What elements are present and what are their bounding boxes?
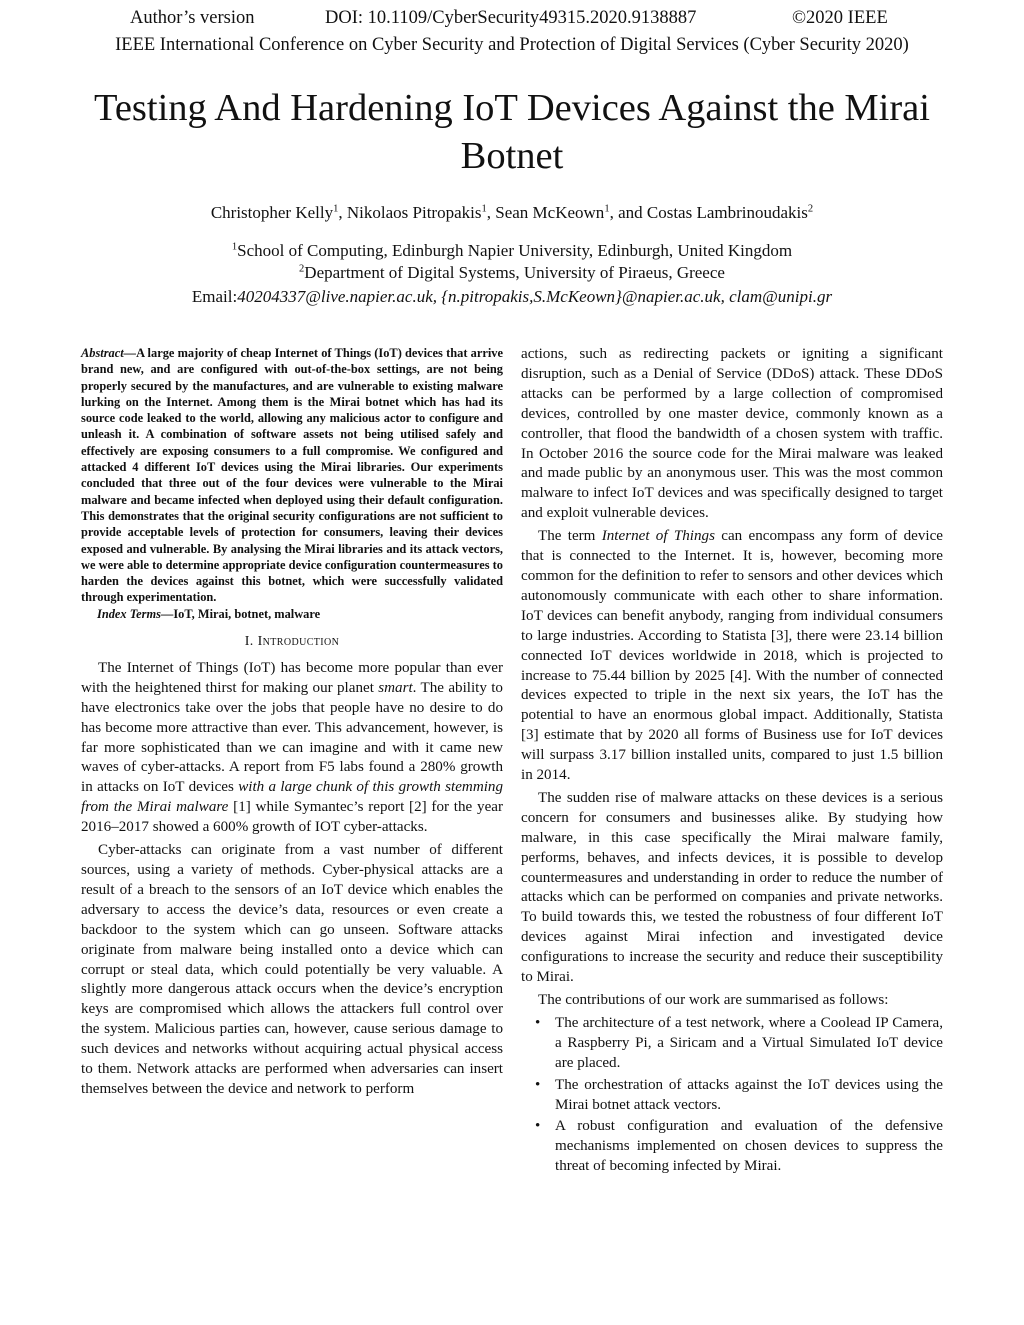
- email-line: [0, 286, 1024, 308]
- right-column: [521, 345, 943, 1179]
- section-heading: [81, 632, 503, 652]
- conference-name: IEEE International Conference on Cyber Security and Protection of Digital Services (Cyber Security 2020): [115, 35, 909, 55]
- author-affil-mark: 1: [481, 203, 487, 215]
- intro-paragraph-5: The sudden rise of malware attacks on these devices is a serious concern for consumers and businesses alike. By studying how malware, in this case specifically the Mirai malware family, performs, behaves, and infects devices, it is possible to develop countermeasures and understanding in order to reduce the number of attacks which can be performed on companies and private networks. To build towards this, we tested the robustness of four different IoT devices against Mirai infection and investigated device configurations to increase the security and reduce their susceptibility to Mirai.: [521, 789, 943, 986]
- abstract-lead: Abstract—: [81, 346, 137, 360]
- author-separator: , and: [609, 203, 647, 222]
- contributions-list: [521, 1014, 943, 1177]
- index-terms-lead: Index Terms: [97, 606, 161, 621]
- left-column: [81, 345, 503, 1103]
- text-run: [1] while Symantec’s report [2] for the year 2016–2017 showed a 600% growth of IOT cyber-attacks.: [81, 799, 503, 836]
- copyright-label: ©2020 IEEE: [792, 8, 888, 28]
- affiliation-mark: 2: [299, 263, 305, 275]
- paper-title: Testing And Hardening IoT Devices Against the Mirai Botnet: [94, 87, 930, 177]
- abstract-text: A large majority of cheap Internet of Things (IoT) devices that arrive brand new, and are configured with out-of-the-box settings, are not being properly secured by the manufactures, and are vulnerable to existing malware lurking on the Internet. Among them is the Mirai botnet which has had its source code leaked to the world, allowing any malicious actor to configure and unleash it. A combination of software assets not being utilised safely and effectively are exposing consumers to a full compromise. We configured and attacked 4 different IoT devices using the Mirai libraries. Our experiments concluded that three out of the four devices were vulnerable to the Mirai malware and became infected when deployed using their default configuration. This demonstrates that the original security configurations are not sufficient to provide acceptable levels of protection for consumers, leaving their devices exposed and vulnerable. By analysing the Mirai libraries and its attack vectors, we were able to determine appropriate device configuration countermeasures to harden the devices against this botnet, which were successfully validated through experimentation.: [81, 346, 503, 605]
- intro-paragraph-2: Cyber-attacks can originate from a vast number of different sources, using a variety of methods. Cyber-physical attacks are a result of a breach to the sensors of an IoT device which enables the adversary to access the device’s data, resources or even create a backdoor to the system which can go unseen. Software attacks originate from malware being installed onto a device which can corrupt or steal data, which could potentially be very valuable. A slightly more dangerous attack occurs when the device’s encryption keys are compromised which allows the attackers full control over the system. Malicious parties can, however, cause serious damage to such devices and networks without acquiring actual physical access to them. Network attacks are performed when adversaries can insert themselves between the device and network to perform: [81, 842, 503, 1097]
- intro-paragraph-1: [81, 659, 503, 838]
- emphasis-run: Internet of Things: [601, 528, 715, 545]
- author-name: Nikolaos Pitropakis: [346, 203, 482, 222]
- list-item: • The orchestration of attacks against the IoT devices using the Mirai botnet attack vectors.: [521, 1076, 943, 1116]
- author-name: Christopher Kelly: [210, 203, 334, 222]
- author-list: [0, 201, 1024, 225]
- text-run: can encompass any form of device that is connected to the Internet. It is, however, becoming more common for the definition to refer to sensors and other devices which autonomously communicate with each other to share information. IoT devices can benefit anybody, ranging from individual consumers to large industries. According to Statista [3], there were 23.14 billion connected IoT devices worldwide in 2018, which is projected to increase to 75.44 billion by 2025 [4]. With the number of connected devices expected to triple in the next six years, the IoT has the potential to have an enormous global impact. Additionally, Statista [3] estimate that by 2020 all forms of Business use for IoT devices will surpass 3.17 billion installed units, compared to just 1.5 billion in 2014.: [521, 528, 943, 784]
- author-name: Costas Lambrinoudakis: [646, 203, 808, 222]
- contributions-intro: The contributions of our work are summarised as follows:: [538, 992, 889, 1008]
- author-separator: ,: [486, 203, 496, 222]
- affiliation-2: [0, 262, 1024, 284]
- affiliation-text: Department of Digital Systems, University of Piraeus, Greece: [304, 263, 725, 282]
- intro-paragraph-3: actions, such as redirecting packets or igniting a significant disruption, such as a Denial of Service (DDoS) attack. These DDoS attacks can be performed by a large collection of compromised devices, controlled by one master device, commonly known as a controller, that flood the bandwidth of a chosen system with traffic. In October 2016 the source code for the Mirai malware was leaked and made public by an anonymous user. This was the most common malware to infect IoT devices and was specifically designed to target and exploit vulnerable devices.: [521, 346, 943, 522]
- affiliation-text: School of Computing, Edinburgh Napier University, Edinburgh, United Kingdom: [237, 241, 793, 260]
- emphasis-run: smart: [378, 679, 413, 696]
- emphasis-run: with a large chunk of this growth stemming from the Mirai malware: [81, 779, 504, 816]
- index-terms: [81, 606, 503, 622]
- index-terms-text: —IoT, Mirai, botnet, malware: [160, 606, 321, 621]
- text-run: . The ability to have electronics take over the jobs that people have no desire to do has become more attractive than ever. This advancement, however, is far more sophisticated than we can imagine and with it came new waves of cyber-attacks. A report from F5 labs found a 280% growth in attacks on IoT devices: [81, 679, 503, 796]
- doi-label: DOI: 10.1109/CyberSecurity49315.2020.9138887: [325, 8, 697, 28]
- abstract: [81, 345, 503, 606]
- email-label: Email:: [191, 287, 238, 306]
- section-title: Introduction: [257, 634, 340, 650]
- author-version-label: Author’s version: [130, 8, 255, 28]
- list-item: • A robust configuration and evaluation of the defensive mechanisms implemented on chosen devices to suppress the threat of becoming infected by Mirai.: [521, 1117, 943, 1177]
- author-affil-mark: 2: [807, 203, 814, 215]
- author-affil-mark: 1: [604, 203, 610, 215]
- email-addresses: 40204337@live.napier.ac.uk, {n.pitropakis,S.McKeown}@napier.ac.uk, clam@unipi.gr: [237, 287, 833, 306]
- intro-paragraph-4: [521, 527, 943, 786]
- affiliation-mark: 1: [231, 241, 238, 253]
- author-separator: ,: [338, 203, 347, 222]
- author-name: Sean McKeown: [495, 203, 605, 222]
- list-item: • The architecture of a test network, where a Coolead IP Camera, a Raspberry Pi, a Siricam and a Virtual Simulated IoT device are placed.: [521, 1014, 943, 1074]
- text-run: The term: [538, 528, 602, 545]
- affiliation-1: [0, 240, 1024, 262]
- section-number: I.: [244, 634, 258, 650]
- text-run: The Internet of Things (IoT) has become more popular than ever with the heightened thirst for making our planet: [81, 659, 503, 696]
- author-affil-mark: 1: [333, 203, 339, 215]
